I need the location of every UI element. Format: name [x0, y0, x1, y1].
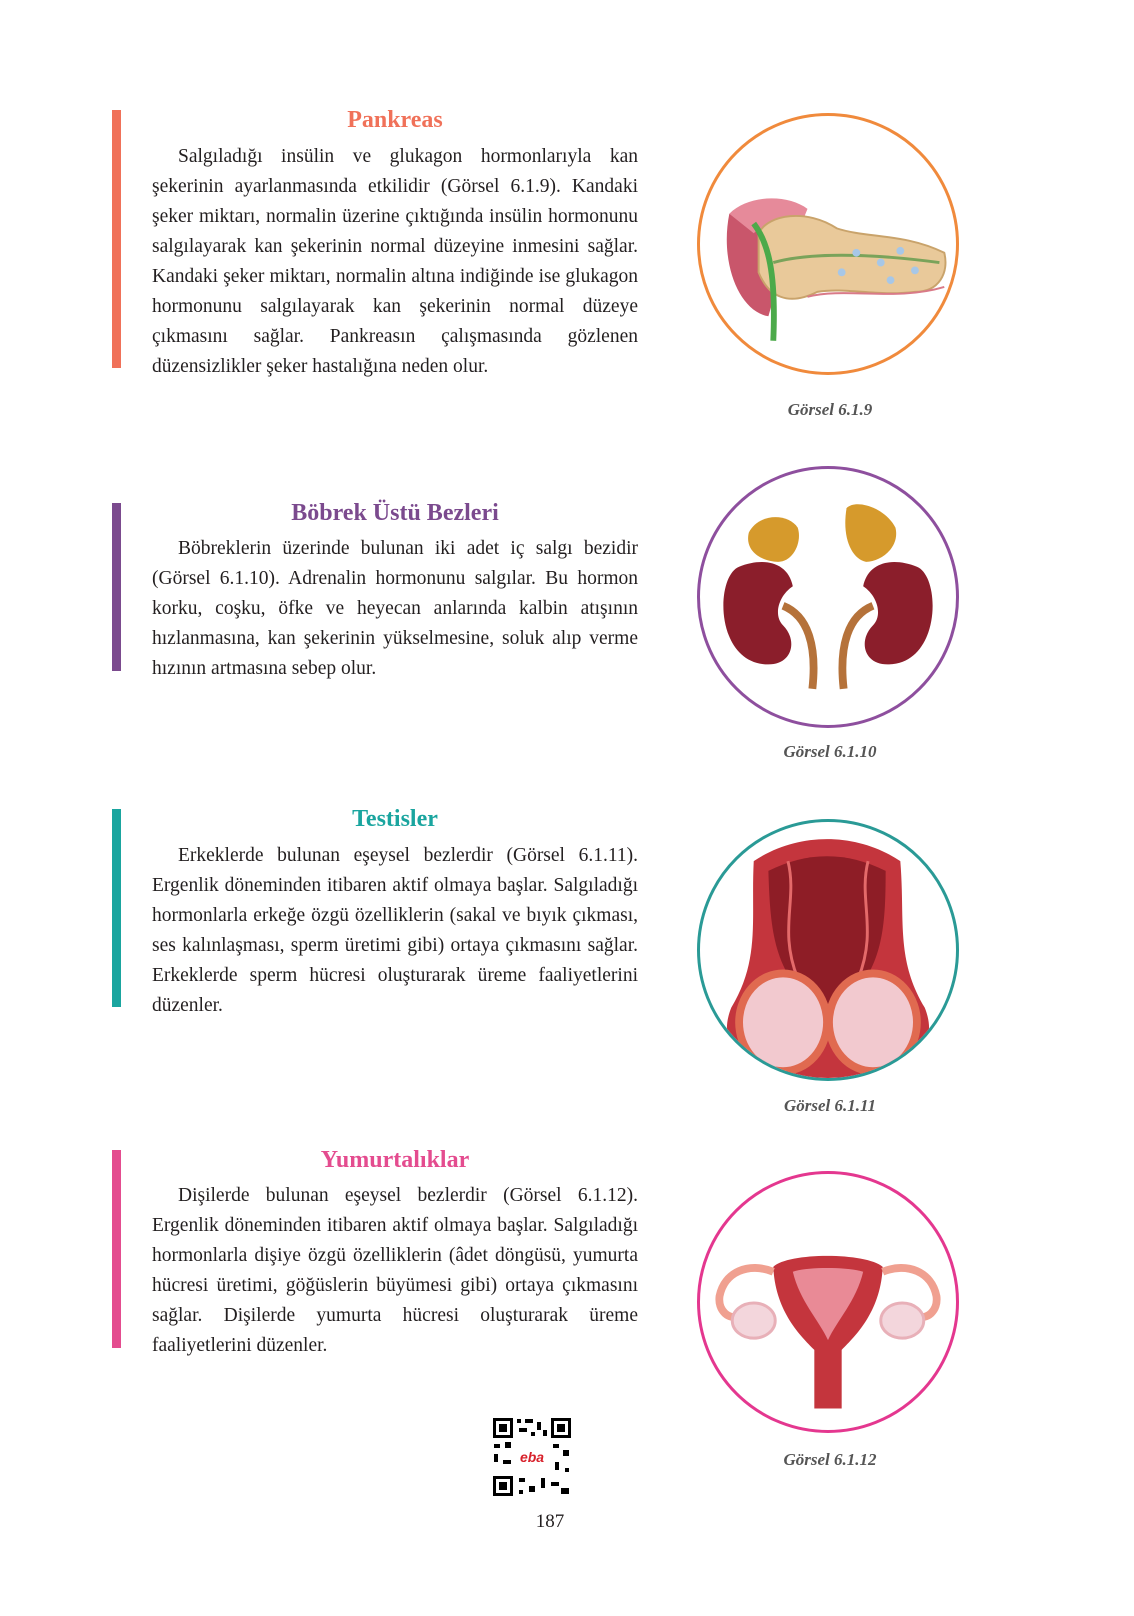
- section-accent-bar: [112, 1150, 121, 1348]
- section-accent-bar: [112, 110, 121, 368]
- figure-caption: Görsel 6.1.11: [783, 1096, 877, 1115]
- section-body: [152, 1181, 638, 1361]
- pancreas-image: [697, 113, 959, 375]
- adrenal-glands-image: [697, 466, 959, 728]
- testes-image: [697, 819, 959, 1081]
- figure-caption: Görsel 6.1.10: [783, 742, 877, 761]
- section-accent-bar: [112, 503, 121, 671]
- uterus-illustration: [700, 1174, 956, 1430]
- eba-logo: eba: [519, 1449, 545, 1465]
- pancreas-illustration: [700, 116, 956, 372]
- section-title: Pankreas: [347, 107, 443, 133]
- section-title: Yumurtalıklar: [320, 1147, 470, 1173]
- section-paragraph: Dişilerde bulunan eşeysel bezlerdir (Görsel 6.1.12). Ergenlik döneminden itibaren aktif olmaya başlar. Salgıladığı hormonlarla dişiye özgü özelliklerin (âdet döngüsü, yumurta hücresi üretimi, göğüslerin büyümesi gibi) ortaya çıkmasını sağlar. Dişilerde yumurta hücresi oluşturarak üreme faaliyetlerini düzenler.: [152, 1185, 638, 1356]
- kidneys-illustration: [700, 469, 956, 725]
- page-number: 187: [535, 1511, 565, 1532]
- section-body: [152, 142, 638, 382]
- section-title: Böbrek Üstü Bezleri: [291, 500, 499, 526]
- ovaries-image: [697, 1171, 959, 1433]
- section-body: [152, 534, 638, 684]
- testes-illustration: [700, 822, 956, 1078]
- section-paragraph: Böbreklerin üzerinde bulunan iki adet iç salgı bezidir (Görsel 6.1.10). Adrenalin hormonunu salgılar. Bu hormon korku, coşku, öfke ve heyecan anlarında kalbin atışının hızlanmasına, kan şekerinin yükselmesine, soluk alıp verme hızının artmasına sebep olur.: [152, 538, 638, 679]
- figure-caption: Görsel 6.1.9: [787, 400, 873, 419]
- section-body: [152, 841, 638, 1021]
- section-paragraph: Erkeklerde bulunan eşeysel bezlerdir (Görsel 6.1.11). Ergenlik döneminden itibaren aktif olmaya başlar. Salgıladığı hormonlarla erkeğe özgü özelliklerin (sakal ve bıyık çıkması, ses kalınlaşması, sperm üretimi gibi) ortaya çıkmasını sağlar. Erkeklerde sperm hücresi oluşturarak üreme faaliyetlerini düzenler.: [152, 845, 638, 1016]
- section-title: Testisler: [352, 806, 438, 832]
- qr-code[interactable]: [491, 1416, 573, 1498]
- figure-caption: Görsel 6.1.12: [783, 1450, 877, 1469]
- section-paragraph: Salgıladığı insülin ve glukagon hormonlarıyla kan şekerinin ayarlanmasında etkilidir (Görsel 6.1.9). Kandaki şeker miktarı, normalin üzerine çıktığında insülin hormonunu salgılayarak kan şekerinin normal düzeyine inmesini sağlar. Kandaki şeker miktarı, normalin altına indiğinde ise glukagon hormonunu salgılayarak kan şekerinin normal düzeye çıkmasını sağlar. Pankreasın çalışmasında gözlenen düzensizlikler şeker hastalığına neden olur.: [152, 146, 638, 377]
- section-accent-bar: [112, 809, 121, 1007]
